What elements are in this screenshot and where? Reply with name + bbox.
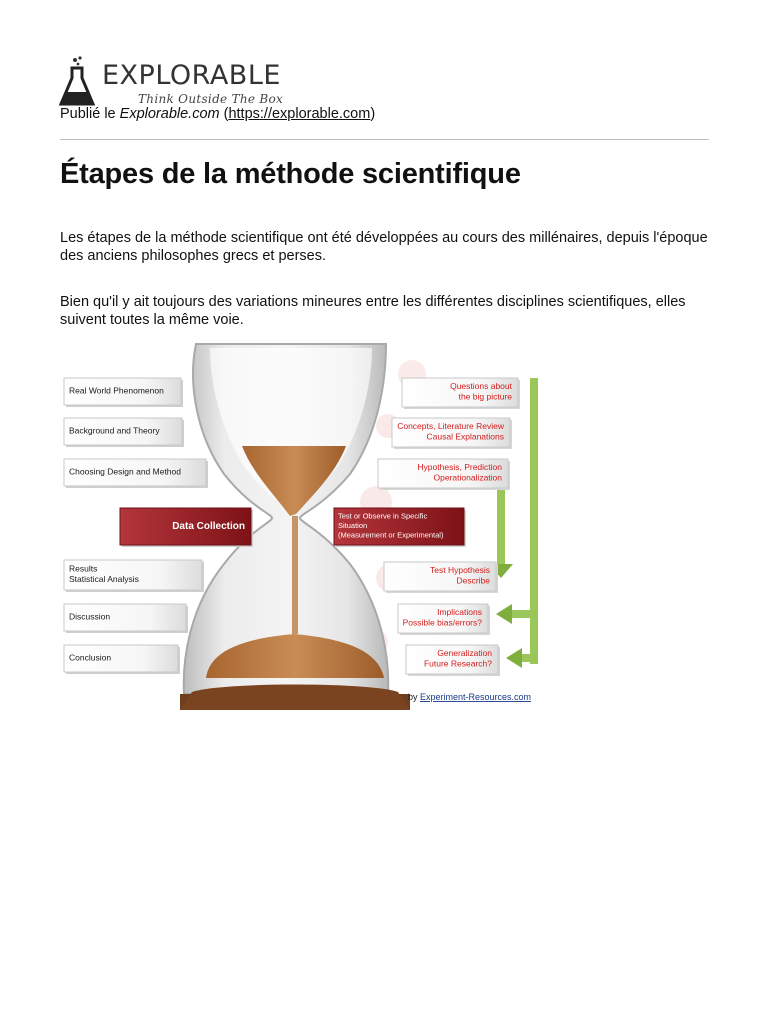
right-step <box>392 418 512 449</box>
left-step <box>64 418 184 447</box>
scientific-method-hourglass-figure <box>60 342 544 710</box>
published-line <box>60 106 375 122</box>
left-step <box>64 378 183 407</box>
left-step-label: Real World Phenomenon <box>69 385 164 396</box>
logo-tagline: Think Outside The Box <box>138 92 284 106</box>
left-step-label: Data Collection <box>172 521 245 532</box>
right-step <box>378 459 510 490</box>
credit-site-link: Experiment-Resources.com <box>420 692 532 702</box>
page-title: Étapes de la méthode scientifique <box>60 158 521 190</box>
left-step <box>64 560 204 592</box>
right-step-label: Questions about <box>450 381 512 392</box>
left-step-label: Results <box>69 563 98 574</box>
right-step <box>384 562 498 593</box>
right-step-label: Test Hypothesis <box>430 565 490 576</box>
logo-wordmark: EXPLORABLE <box>102 60 281 91</box>
hourglass-diagram <box>60 342 544 710</box>
arrow-left-icon <box>506 648 522 668</box>
right-step-label: Concepts, Literature Review <box>397 421 504 432</box>
published-site: Explorable.com <box>119 106 220 122</box>
right-step-label: Implications <box>437 607 482 618</box>
arrow-left-icon <box>496 604 512 624</box>
left-step <box>64 604 188 633</box>
right-step <box>334 508 466 547</box>
right-step-label: (Measurement or Experimental) <box>338 530 444 540</box>
right-step-label: Hypothesis, Prediction <box>417 462 502 473</box>
right-step-label: Test or Observe in Specific <box>338 511 428 521</box>
right-step-label: Generalization <box>437 648 492 659</box>
right-step <box>406 645 500 676</box>
left-step-label: Discussion <box>69 611 111 622</box>
right-step-label: Possible bias/errors? <box>402 617 482 628</box>
right-step-label: Future Research? <box>423 658 492 669</box>
right-step <box>402 378 520 409</box>
intro-paragraph: Les étapes de la méthode scientifique ont été développées au cours des millénaires, depuis l'époque des anciens philosophes grecs et perses. <box>60 230 708 264</box>
second-paragraph: Bien qu'il y ait toujours des variations mineures entre les différentes disciplines scientifiques, elles suivent toutes la même voie. <box>60 294 686 328</box>
left-step-label: Background and Theory <box>69 425 160 436</box>
right-step-label: the big picture <box>458 391 512 402</box>
flask-icon <box>58 56 102 108</box>
left-step-label: Statistical Analysis <box>69 574 139 585</box>
published-prefix: Publié le <box>60 106 120 122</box>
left-step-label: Conclusion <box>69 652 112 663</box>
left-step <box>120 508 253 547</box>
paren-open: ( <box>219 106 229 122</box>
left-step-label: Choosing Design and Method <box>69 466 181 477</box>
credit-prefix: by <box>408 692 421 702</box>
right-step-label: Causal Explanations <box>426 431 504 442</box>
right-step-label: Operationalization <box>433 472 502 483</box>
paren-close: ) <box>370 106 376 122</box>
published-url-link[interactable]: https://explorable.com <box>228 106 371 122</box>
header-divider <box>60 139 709 140</box>
right-step-label: Describe <box>456 575 490 586</box>
left-step <box>64 645 180 674</box>
explorable-logo[interactable] <box>58 56 288 108</box>
right-step-label: Situation <box>338 521 368 531</box>
left-step <box>64 459 208 488</box>
figure-credit <box>408 692 531 702</box>
right-step <box>398 604 490 635</box>
